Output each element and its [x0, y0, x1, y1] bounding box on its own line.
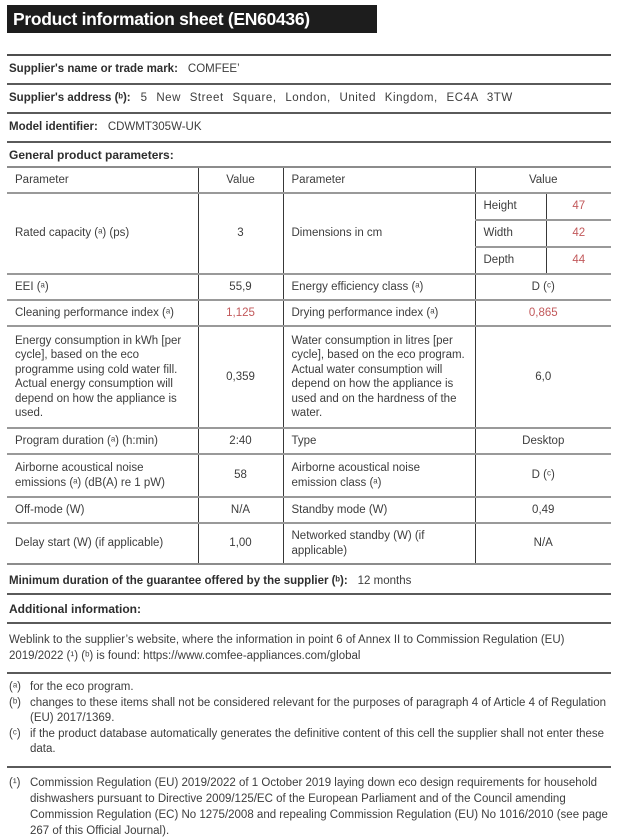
- param-energy-consumption: Energy consumption in kWh [per cycle], based on the eco programme using cold water fill. Actual energy consumption will depend on how the appliance is used.: [7, 326, 198, 428]
- supplier-address-row: [7, 85, 611, 112]
- supplier-name-label: Supplier's name or trade mark:: [9, 63, 178, 75]
- footnote-b: [9, 696, 609, 727]
- value-program-duration: 2:40: [198, 428, 283, 454]
- general-parameters-heading: General product parameters:: [9, 148, 174, 162]
- value-delay-start: 1,00: [198, 523, 283, 564]
- col-header-parameter-1: Parameter: [15, 173, 69, 186]
- param-water-consumption: Water consumption in litres [per cycle], based on the eco program. Actual water consumption will depend on how the appliance is used and on the hardness of the water.: [283, 326, 475, 428]
- value-drying-index: 0,865: [475, 300, 611, 326]
- supplier-website-url[interactable]: https://www.comfee-appliances.com/global: [143, 650, 361, 662]
- weblink-text: Weblink to the supplier’s website, where the information in point 6 of Annex II to Commission Regulation (EU) 2019/2022 (¹) (ᵇ) is found:: [9, 634, 565, 662]
- general-parameters-table: [7, 166, 611, 565]
- footnote-c-marker: (ᶜ): [9, 727, 21, 740]
- col-header-parameter-2: Parameter: [283, 167, 475, 193]
- value-standby-mode: 0,49: [475, 497, 611, 523]
- footnote-a-text: for the eco program.: [30, 681, 134, 693]
- additional-information-heading: Additional information:: [9, 602, 141, 616]
- model-identifier-label: Model identifier:: [9, 121, 98, 133]
- table-row-cleaning: [7, 300, 611, 326]
- product-information-sheet: [0, 5, 618, 839]
- weblink-paragraph: [7, 624, 611, 672]
- value-networked-standby: N/A: [475, 523, 611, 564]
- model-identifier-value: CDWMT305W-UK: [107, 121, 202, 133]
- dim-height-value: 47: [546, 193, 611, 220]
- dim-depth-value: 44: [546, 247, 611, 274]
- param-noise-emissions: Airborne acoustical noise emissions (ᵃ) (dB(A) re 1 pW): [7, 454, 198, 497]
- param-noise-class: Airborne acoustical noise emission class (ᵃ): [283, 454, 475, 497]
- param-energy-class: Energy efficiency class (ᵃ): [283, 274, 475, 300]
- table-row-consumption: [7, 326, 611, 428]
- supplier-name-value: COMFEE’: [187, 63, 240, 75]
- supplier-address-label: Supplier's address (ᵇ):: [9, 92, 131, 104]
- footnote-c-text: if the product database automatically generates the definitive content of this cell the supplier shall not enter these data.: [30, 727, 605, 755]
- regulation-note: [7, 768, 611, 839]
- param-program-duration: Program duration (ᵃ) (h:min): [7, 428, 198, 454]
- table-row-eei: [7, 274, 611, 300]
- model-identifier-row: [7, 114, 611, 141]
- dim-depth-label: Depth: [475, 247, 546, 274]
- col-header-value-1: Value: [198, 167, 283, 193]
- value-noise-emissions: 58: [198, 454, 283, 497]
- value-off-mode: N/A: [198, 497, 283, 523]
- param-eei: EEI (ᵃ): [7, 274, 198, 300]
- param-dimensions: Dimensions in cm: [283, 193, 475, 274]
- supplier-name-row: [7, 56, 611, 83]
- footnote-b-marker: (ᵇ): [9, 696, 21, 709]
- guarantee-row: [7, 565, 611, 593]
- dim-width-value: 42: [546, 220, 611, 247]
- col-header-value-2: Value: [475, 167, 611, 193]
- page-title: Product information sheet (EN60436): [7, 5, 377, 33]
- param-standby-mode: Standby mode (W): [283, 497, 475, 523]
- param-off-mode: Off-mode (W): [7, 497, 198, 523]
- table-row-offmode: [7, 497, 611, 523]
- param-type: Type: [283, 428, 475, 454]
- table-row-delay-start: [7, 523, 611, 564]
- param-rated-capacity: Rated capacity (ᵃ) (ps): [7, 193, 198, 274]
- table-row-capacity: [7, 193, 611, 220]
- param-cleaning-index: Cleaning performance index (ᵃ): [7, 300, 198, 326]
- dim-height-label: Height: [475, 193, 546, 220]
- footnotes: [7, 674, 611, 766]
- table-row-noise: [7, 454, 611, 497]
- value-water-consumption: 6,0: [475, 326, 611, 428]
- value-energy-class: D (ᶜ): [475, 274, 611, 300]
- value-cleaning-index: 1,125: [198, 300, 283, 326]
- footnote-c: [9, 727, 609, 758]
- param-drying-index: Drying performance index (ᵃ): [283, 300, 475, 326]
- supplier-address-value: 5 New Street Square, London, United Kingdom, EC4A 3TW: [140, 92, 513, 104]
- param-networked-standby: Networked standby (W) (if applicable): [283, 523, 475, 564]
- value-eei: 55,9: [198, 274, 283, 300]
- guarantee-value: 12 months: [357, 575, 412, 587]
- value-noise-class: D (ᶜ): [475, 454, 611, 497]
- footnote-b-text: changes to these items shall not be considered relevant for the purposes of paragraph 4 of Article 4 of Regulation (EU) 2017/1369.: [30, 696, 606, 724]
- regulation-note-marker: (¹): [9, 776, 21, 789]
- regulation-note-body: [9, 775, 609, 839]
- dim-width-label: Width: [475, 220, 546, 247]
- param-delay-start: Delay start (W) (if applicable): [7, 523, 198, 564]
- regulation-note-text: Commission Regulation (EU) 2019/2022 of 1 October 2019 laying down eco design requirements for household dishwashers pursuant to Directive 2009/125/EC of the European Parliament and of the Council amending Commission Regulation (EC) No 1275/2008 and repealing Commission Regulation (EU) No 1016/2010 (see page 267 of this Official Journal).: [30, 776, 608, 837]
- guarantee-label: Minimum duration of the guarantee offered by the supplier (ᵇ):: [9, 575, 348, 587]
- value-energy-consumption: 0,359: [198, 326, 283, 428]
- table-row-duration: [7, 428, 611, 454]
- value-rated-capacity: 3: [198, 193, 283, 274]
- footnote-a-marker: (ᵃ): [9, 681, 21, 693]
- table-header-row: [7, 167, 611, 193]
- footnote-a: [9, 680, 609, 696]
- value-type: Desktop: [475, 428, 611, 454]
